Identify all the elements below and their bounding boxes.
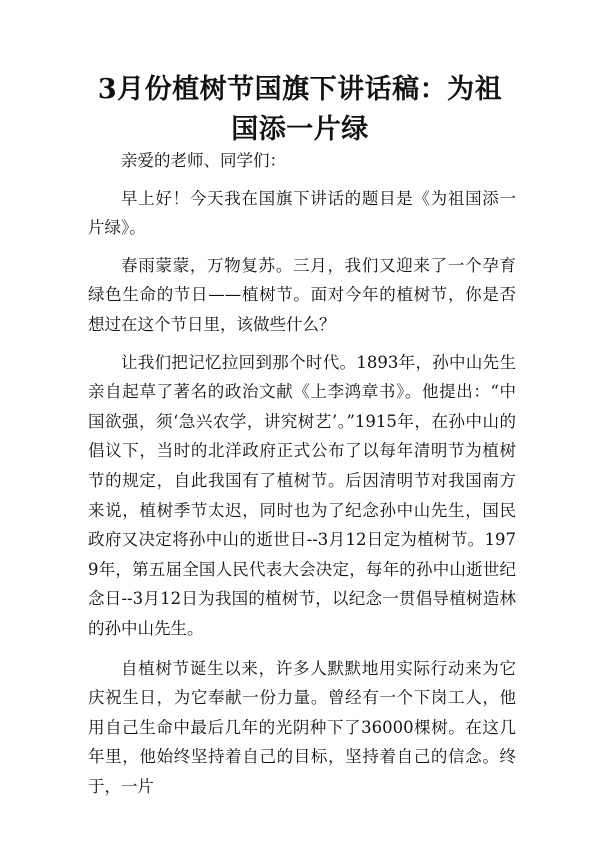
story-paragraph: 自植树节诞生以来，许多人默默地用实际行动来为它庆祝生日，为它奉献一份力量。曾经有一个下岗工人，他用自己生命中最后几年的光阴种下了36000棵树。在这几年里，他始终坚持着自己的目标，坚持着自己的信念。终于，一片 — [88, 658, 516, 796]
page-title: 3月份植树节国旗下讲话稿：为祖国添一片绿 — [97, 74, 503, 145]
spring-paragraph: 春雨蒙蒙，万物复苏。三月，我们又迎来了一个孕育绿色生命的节日——植树节。面对今年的植树节，你是否想过在这个节日里，该做些什么？ — [88, 255, 516, 334]
greeting-paragraph: 亲爱的老师、同学们： — [121, 151, 286, 170]
history-paragraph: 让我们把记忆拉回到那个时代。1893年，孙中山先生亲自起草了著名的政治文献《上李鸿章书》。他提出：“中国欲强，须‘急兴农学，讲究树艺’。”1915年，在孙中山的倡议下，当时的北洋政府正式公布了以每年清明节为植树节的规定，自此我国有了植树节。后因清明节对我国南方来说，植树季节太迟，同时也为了纪念孙中山先生，国民政府又决定将孙中山的逝世日--3月12日定为植树节。1979年，第五届全国人民代表大会决定，每年的孙中山逝世纪念日--3月12日为我国的植树节，以纪念一贯倡导植树造林的孙中山先生。 — [88, 352, 516, 638]
document-body — [88, 146, 516, 801]
intro-paragraph: 早上好！今天我在国旗下讲话的题目是《为祖国添一片绿》。 — [88, 188, 516, 238]
